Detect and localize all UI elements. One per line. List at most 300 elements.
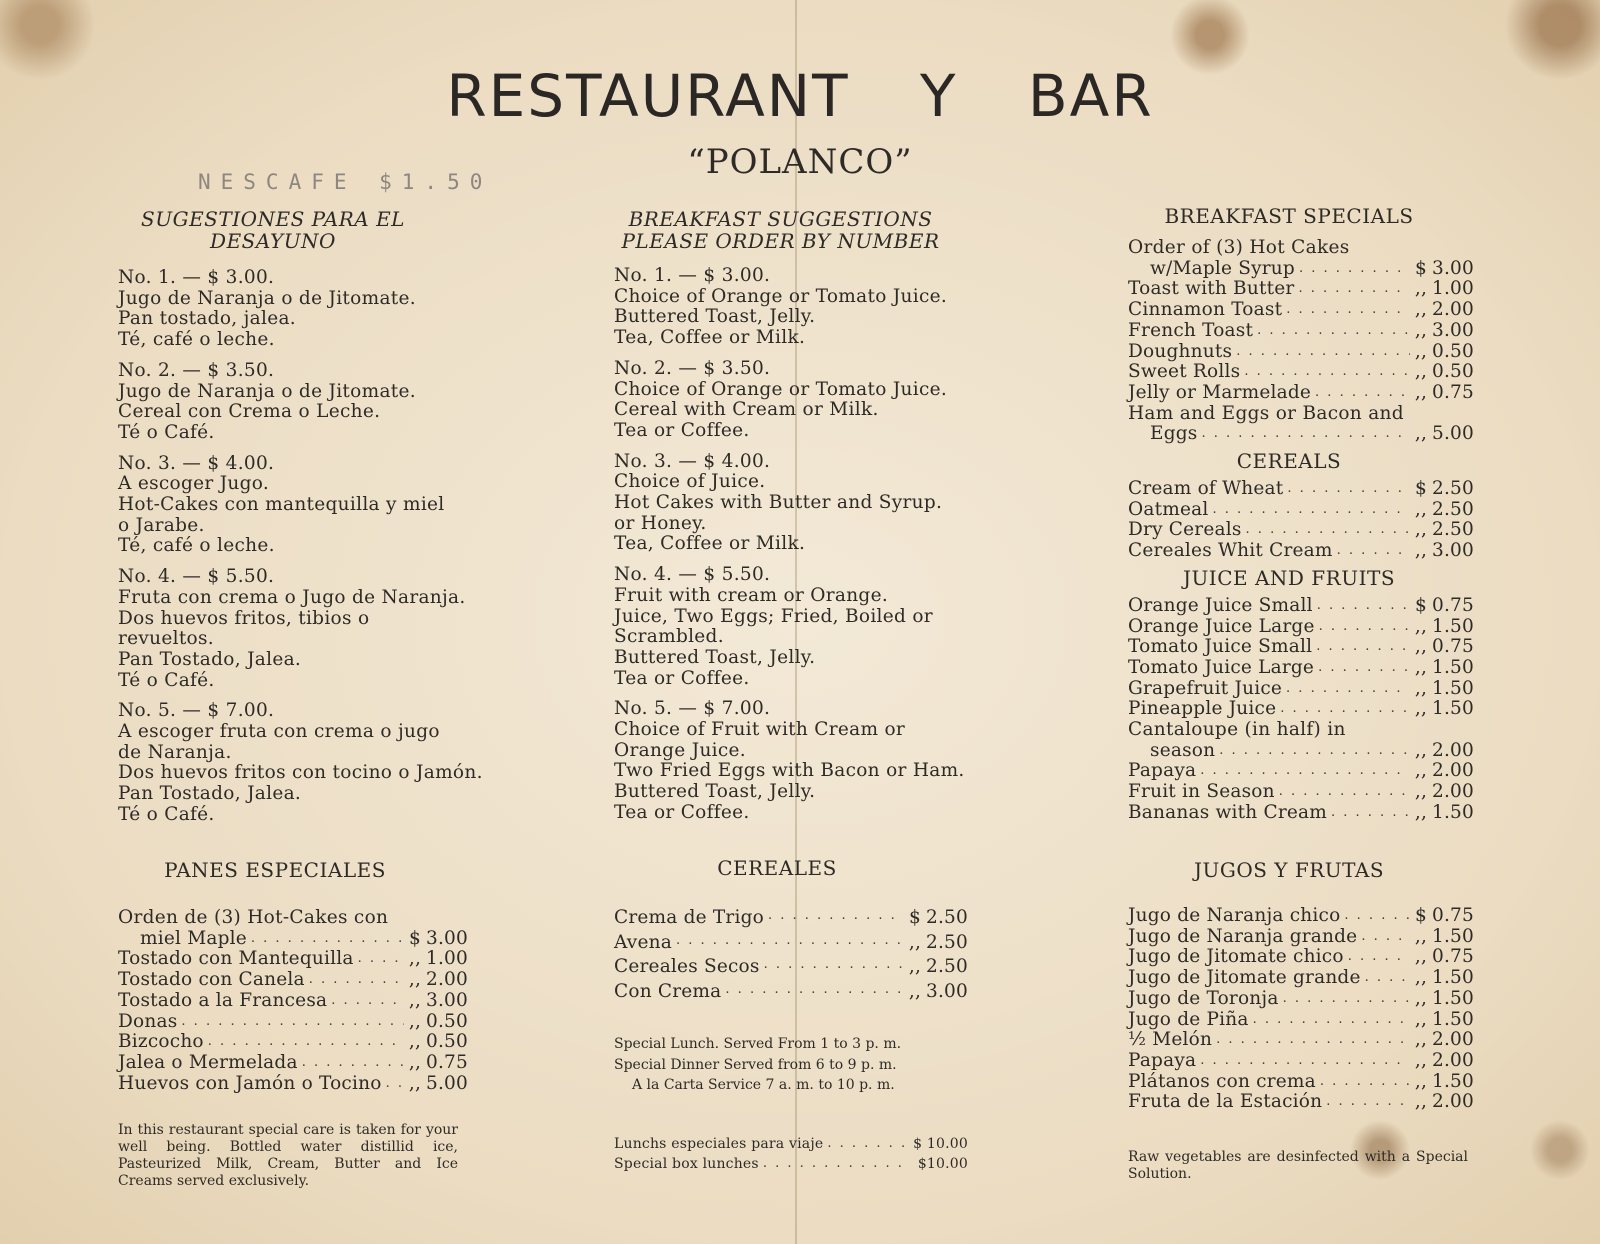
suggestion-line: Pan Tostado, Jalea. [118,648,302,670]
price-row [1128,927,1474,948]
currency-mark: $ [409,927,421,949]
item-price: 2.50 [1432,478,1474,500]
item-price: 0.50 [426,1010,468,1032]
suggestion-number: No. 5. — $ 7.00. [614,698,771,720]
price-row [118,1012,468,1033]
currency-mark: ,, [408,948,422,970]
juice-heading: JUICE AND FRUITS [1182,565,1396,590]
suggestion-line: Té o Café. [118,803,215,825]
suggestion-line: Scrambled. [614,626,724,648]
middle-column [614,207,965,834]
suggestion-line: or Honey. [614,512,707,534]
item-price: 2.00 [1432,781,1474,803]
price-row [118,1032,468,1053]
item-price: 2.00 [1432,1049,1474,1071]
leader-dots [1314,658,1410,679]
item-price: 2.50 [926,931,968,953]
price-row [118,970,468,991]
service-line: Special Lunch. Served From 1 to 3 p. m. [614,1036,902,1052]
item-name: Cinnamon Toast [1128,299,1283,321]
middle-heading-line-1: BREAKFAST SUGGESTIONS [628,207,933,231]
suggestion-number: No. 2. — $ 3.50. [614,357,771,379]
item-name: Toast with Butter [1128,278,1295,300]
currency-mark: ,, [1414,698,1428,720]
item-name: Avena [614,931,672,953]
item-name: Cream of Wheat [1128,478,1284,500]
item-price: 0.75 [1432,381,1474,403]
item-price: 1.50 [1432,677,1474,699]
leader-dots [1282,679,1410,700]
middle-suggestion-5 [614,698,965,823]
left-suggestion-5 [118,700,483,825]
leader-dots [1295,259,1410,280]
leader-dots [1212,1030,1410,1051]
cereals-heading: CEREALS [1236,449,1342,474]
currency-mark: ,, [1414,925,1428,947]
price-row [1128,321,1474,342]
currency-mark: ,, [1414,519,1428,541]
price-row [1128,906,1474,927]
restaurant-name: “POLANCO” [687,142,913,182]
currency-mark: $ [1415,905,1427,926]
specials-ham-line: Ham and Eggs or Bacon and [1128,402,1404,424]
item-name: ½ Melón [1128,1029,1213,1051]
item-name: Orange Juice Small [1128,594,1313,616]
price-row [614,980,968,1005]
leader-dots [1275,782,1410,803]
leader-dots [760,955,904,980]
left-heading-line-2: DESAYUNO [210,229,336,253]
item-price: 1.50 [1432,801,1474,823]
item-name: Jugo de Piña [1128,1008,1249,1030]
leader-dots [204,1032,404,1053]
item-price: 1.50 [1432,698,1474,720]
suggestion-line: Hot Cakes with Butter and Syrup. [614,492,943,514]
item-name: Jugo de Toronja [1128,987,1279,1009]
item-price: 1.50 [1432,1008,1474,1030]
suggestion-line: Té, café o leche. [118,535,275,557]
price-row [1128,947,1474,968]
item-price: 0.75 [1432,905,1474,926]
price-row [1128,1092,1474,1113]
middle-suggestion-3 [614,452,959,556]
service-hours [614,1034,968,1096]
price-row [1128,424,1474,445]
currency-mark: $ [1415,257,1427,279]
suggestion-number: No. 3. — $ 4.00. [614,450,771,472]
currency-mark: ,, [1414,381,1428,403]
item-price: 2.00 [1432,1029,1474,1051]
item-price: 1.50 [1432,1070,1474,1092]
panes-list [118,929,468,1095]
suggestion-line: Buttered Toast, Jelly. [614,646,816,668]
price-row [118,1053,468,1074]
item-price: 2.50 [1432,519,1474,541]
currency-mark: $ [1415,594,1427,616]
suggestion-line: Orange Juice. [614,739,746,761]
jugos-section [1128,858,1474,1183]
item-name: Tostado con Mantequilla [118,948,354,970]
suggestion-line: Té o Café. [118,421,215,443]
suggestion-line: Jugo de Naranja o de Jitomate. [118,380,416,402]
panes-heading: PANES ESPECIALES [164,858,386,882]
item-price: 0.50 [426,1031,468,1053]
leader-dots [1208,500,1410,521]
item-name: Lunchs especiales para viaje [614,1135,824,1152]
middle-heading [608,208,953,252]
suggestion-number: No. 3. — $ 4.00. [118,452,275,474]
item-name: Huevos con Jamón o Tocino [118,1072,382,1094]
cereals-list [1128,479,1474,562]
price-row [1128,679,1474,700]
leader-dots [1294,279,1410,300]
suggestion-number: No. 4. — $ 5.50. [614,564,771,586]
item-name: Doughnuts [1128,340,1233,362]
item-price: 3.00 [426,927,468,949]
item-name: Dry Cereals [1128,519,1242,541]
price-row [1128,279,1474,300]
price-row [118,991,468,1012]
nescafe-stamp: NESCAFE $1.50 [198,170,493,194]
suggestion-number: No. 4. — $ 5.50. [118,566,275,588]
currency-mark: ,, [1414,1049,1428,1071]
jugos-heading: JUGOS Y FRUTAS [1193,858,1385,882]
item-name: Papaya [1128,760,1197,782]
panes-intro: Orden de (3) Hot-Cakes con [118,907,389,928]
item-price: 3.00 [426,989,468,1011]
currency-mark: ,, [1414,1008,1428,1030]
currency-mark: ,, [1414,615,1428,637]
leader-dots [1313,596,1410,617]
item-price: 2.00 [1432,1091,1474,1113]
item-name: Bizcocho [118,1031,204,1053]
price-row [1128,1072,1474,1093]
item-name: Tomato Juice Small [1128,636,1313,658]
cereales-section [614,856,968,1175]
price-row [1128,699,1474,720]
leader-dots [1279,989,1410,1010]
currency-mark: ,, [1414,278,1428,300]
suggestion-line: Dos huevos fritos con tocino o Jamón. [118,762,483,784]
item-name: Crema de Trigo [614,907,764,928]
item-price: 2.00 [1432,760,1474,782]
suggestion-line: de Naranja. [118,741,232,763]
left-note: In this restaurant special care is taken for your well being. Bottled water distillid ice, Pasteurized Milk, Cream, Butter and Ice Creams served exclusively. [118,1122,458,1190]
price-row [118,929,468,950]
currency-mark: ,, [1414,656,1428,678]
leader-dots [1340,906,1410,927]
currency-mark: ,, [408,1072,422,1094]
price-row [1128,968,1474,989]
item-name: Tomato Juice Large [1128,656,1315,678]
price-row [1128,782,1474,803]
price-row [1128,479,1474,500]
currency-mark: ,, [1414,540,1428,562]
leader-dots [1312,637,1410,658]
price-row [1128,342,1474,363]
price-row [614,1134,968,1155]
suggestion-line: Pan tostado, jalea. [118,308,296,330]
leader-dots [1361,968,1410,989]
middle-suggestion-1 [614,266,959,349]
leader-dots [1240,362,1410,383]
suggestion-line: Hot-Cakes con mantequilla y miel [118,494,445,516]
suggestion-number: No. 2. — $ 3.50. [118,359,275,381]
currency-mark: ,, [1414,987,1428,1009]
item-price: 0.75 [1432,594,1474,616]
leader-dots [1249,1010,1410,1031]
left-suggestions [118,267,483,826]
item-price: 1.00 [426,948,468,970]
leader-dots [1197,424,1410,445]
item-price: 5.00 [426,1072,468,1094]
price-row [1128,741,1474,762]
suggestion-number: No. 1. — $ 3.00. [614,265,771,286]
price-row [1128,300,1474,321]
suggestion-line: Juice, Two Eggs; Fried, Boiled or [614,605,933,627]
currency-mark: ,, [908,956,922,977]
price-row [118,1074,468,1095]
currency-mark: ,, [408,1010,422,1032]
item-price: 3.00 [1432,540,1474,562]
suggestion-line: Cereal con Crema o Leche. [118,401,381,423]
item-name: miel Maple [140,927,247,949]
suggestion-line: Choice of Orange or Tomato Juice. [614,285,948,307]
item-name: Sweet Rolls [1128,361,1241,383]
item-price: 2.50 [926,956,968,977]
service-line: A la Carta Service 7 a. m. to 10 p. m. [632,1077,895,1093]
leader-dots [1344,947,1410,968]
leader-dots [1253,321,1410,342]
currency-mark: ,, [1414,361,1428,383]
suggestion-line: Choice of Juice. [614,471,766,493]
middle-suggestion-4 [614,565,959,689]
suggestion-line: A escoger Jugo. [118,473,270,495]
price-row [1128,1051,1474,1072]
leader-dots [1196,761,1410,782]
item-name: Tostado a la Francesa [118,989,328,1011]
suggestion-line: Choice of Fruit with Cream or [614,719,906,741]
left-column [118,207,483,836]
item-name: season [1150,739,1216,761]
leader-dots [247,929,404,950]
leader-dots [298,1053,404,1074]
leader-dots [764,906,904,931]
juice-more-list [1128,741,1474,824]
item-price: 1.50 [1432,656,1474,678]
middle-suggestions [614,265,965,824]
suggestion-line: A escoger fruta con crema o jugo [118,721,440,743]
suggestion-number: No. 1. — $ 3.00. [118,267,275,288]
leader-dots [1311,383,1410,404]
price-row [1128,658,1474,679]
price-row [1128,761,1474,782]
middle-suggestion-2 [614,359,959,442]
leader-dots [1316,1072,1410,1093]
item-name: French Toast [1128,319,1254,341]
right-note: Raw vegetables are desinfected with a Special Solution. [1128,1149,1468,1183]
leader-dots [1333,541,1410,562]
currency-mark: ,, [1414,340,1428,362]
price-row [614,1154,968,1175]
item-price: 3.00 [1432,319,1474,341]
leader-dots [672,931,904,956]
suggestion-line: Pan Tostado, Jalea. [118,783,302,805]
item-name: Jalea o Mermelada [118,1051,298,1073]
item-name: Fruit in Season [1128,781,1275,803]
item-price: 2.00 [426,969,468,991]
item-name: Grapefruit Juice [1128,677,1283,699]
suggestion-line: Dos huevos fritos, tibios o [118,607,370,629]
item-price: 0.75 [1432,636,1474,658]
item-price: 1.00 [1432,278,1474,300]
item-name: Tostado con Canela [118,969,305,991]
leader-dots [327,991,404,1012]
right-column [1128,204,1474,824]
suggestion-line: Tea, Coffee or Milk. [614,533,806,555]
price-row [1128,989,1474,1010]
price-row [1128,500,1474,521]
item-price: 3.00 [1432,257,1474,279]
currency-mark: ,, [1414,423,1428,445]
currency-mark: ,, [1414,801,1428,823]
item-price: 1.50 [1432,987,1474,1009]
suggestion-line: Cereal with Cream or Milk. [614,399,879,421]
price-row [614,955,968,980]
currency-mark: ,, [1414,739,1428,761]
item-name: Jugo de Jitomate grande [1128,967,1361,989]
item-name: Eggs [1150,423,1198,445]
item-name: Cereales Secos [614,956,760,977]
currency-mark: $ [909,907,921,928]
item-price: 0.75 [1432,946,1474,968]
currency-mark: ,, [408,1031,422,1053]
leader-dots [1196,1051,1410,1072]
item-name: Con Crema [614,980,722,1002]
price-row [1128,803,1474,824]
item-name: Papaya [1128,1049,1197,1071]
currency-mark: ,, [1414,781,1428,803]
item-price: 2.00 [1432,739,1474,761]
leader-dots [1327,803,1410,824]
currency-mark: ,, [1414,946,1428,968]
juice-list [1128,596,1474,720]
item-price: 0.50 [1432,340,1474,362]
leader-dots [823,1134,904,1155]
currency-mark: ,, [1414,760,1428,782]
panes-section [118,858,468,1190]
currency-mark: ,, [1414,299,1428,321]
item-name: Jugo de Naranja grande [1128,925,1358,947]
item-name: Pineapple Juice [1128,698,1277,720]
service-line: Special Dinner Served from 6 to 9 p. m. [614,1056,897,1073]
left-suggestion-4 [118,567,468,691]
price-row [614,906,968,931]
item-price: $ 10.00 [913,1135,968,1152]
item-price: 3.00 [926,980,968,1002]
suggestion-line: Tea or Coffee. [614,419,750,441]
leader-dots [759,1154,904,1175]
middle-heading-line-2: PLEASE ORDER BY NUMBER [621,229,940,253]
left-heading-line-1: SUGESTIONES PARA EL [141,207,405,231]
price-row [1128,637,1474,658]
item-name: Plátanos con crema [1128,1070,1316,1092]
left-suggestion-2 [118,361,468,444]
suggestion-line: Buttered Toast, Jelly. [614,306,816,328]
page-title: RESTAURANT Y BAR [446,62,1154,130]
specials-list [1128,259,1474,404]
leader-dots [1242,520,1410,541]
price-row [1128,617,1474,638]
currency-mark: ,, [1414,677,1428,699]
item-price: 2.50 [1432,498,1474,520]
item-price: 1.50 [1432,615,1474,637]
leader-dots [177,1012,404,1033]
item-name: Jugo de Jitomate chico [1128,946,1344,968]
suggestion-line: Two Fried Eggs with Bacon or Ham. [614,760,965,782]
item-name: Fruta de la Estación [1128,1091,1323,1113]
leader-dots [354,949,404,970]
item-name: Donas [118,1010,178,1032]
left-suggestion-3 [118,454,468,558]
cereales-heading: CEREALES [717,856,837,880]
suggestion-line: Jugo de Naranja o de Jitomate. [118,287,416,309]
currency-mark: ,, [908,931,922,953]
cantaloupe-line: Cantaloupe (in half) in [1128,719,1346,741]
jugos-list [1128,906,1474,1113]
item-name: Cereales Whit Cream [1128,540,1333,562]
price-row [1128,541,1474,562]
suggestion-line: Tea or Coffee. [614,667,750,689]
suggestion-line: Choice of Orange or Tomato Juice. [614,378,948,400]
item-price: 1.50 [1432,967,1474,989]
leader-dots [382,1074,404,1095]
currency-mark: ,, [1414,1091,1428,1113]
price-row [1128,1030,1474,1051]
leader-dots [1215,741,1410,762]
suggestion-line: Té, café o leche. [118,329,275,351]
item-name: Special box lunches [614,1156,759,1173]
price-row [1128,383,1474,404]
item-price: 2.00 [1432,299,1474,321]
currency-mark: ,, [1414,1029,1428,1051]
leader-dots [721,980,904,1005]
currency-mark: ,, [1414,967,1428,989]
leader-dots [1282,300,1410,321]
currency-mark: $ [1415,478,1427,500]
suggestion-number: No. 5. — $ 7.00. [118,700,275,722]
specials-intro: Order of (3) Hot Cakes [1128,237,1350,258]
leader-dots [1232,342,1410,363]
item-name: Orange Juice Large [1128,615,1315,637]
leader-dots [305,970,404,991]
suggestion-line: Buttered Toast, Jelly. [614,781,816,803]
currency-mark: ,, [1414,319,1428,341]
item-price: 1.50 [1432,925,1474,947]
suggestion-line: Fruta con crema o Jugo de Naranja. [118,586,466,608]
price-row [1128,520,1474,541]
suggestion-line: Fruit with cream or Orange. [614,584,889,606]
price-row [1128,362,1474,383]
item-name: Bananas with Cream [1128,801,1327,823]
cereales-list [614,906,968,1004]
item-price: $10.00 [917,1156,968,1173]
currency-mark: ,, [408,969,422,991]
price-row [1128,596,1474,617]
item-name: Oatmeal [1128,498,1209,520]
left-suggestion-1 [118,268,468,351]
suggestion-line: Tea or Coffee. [614,801,750,823]
